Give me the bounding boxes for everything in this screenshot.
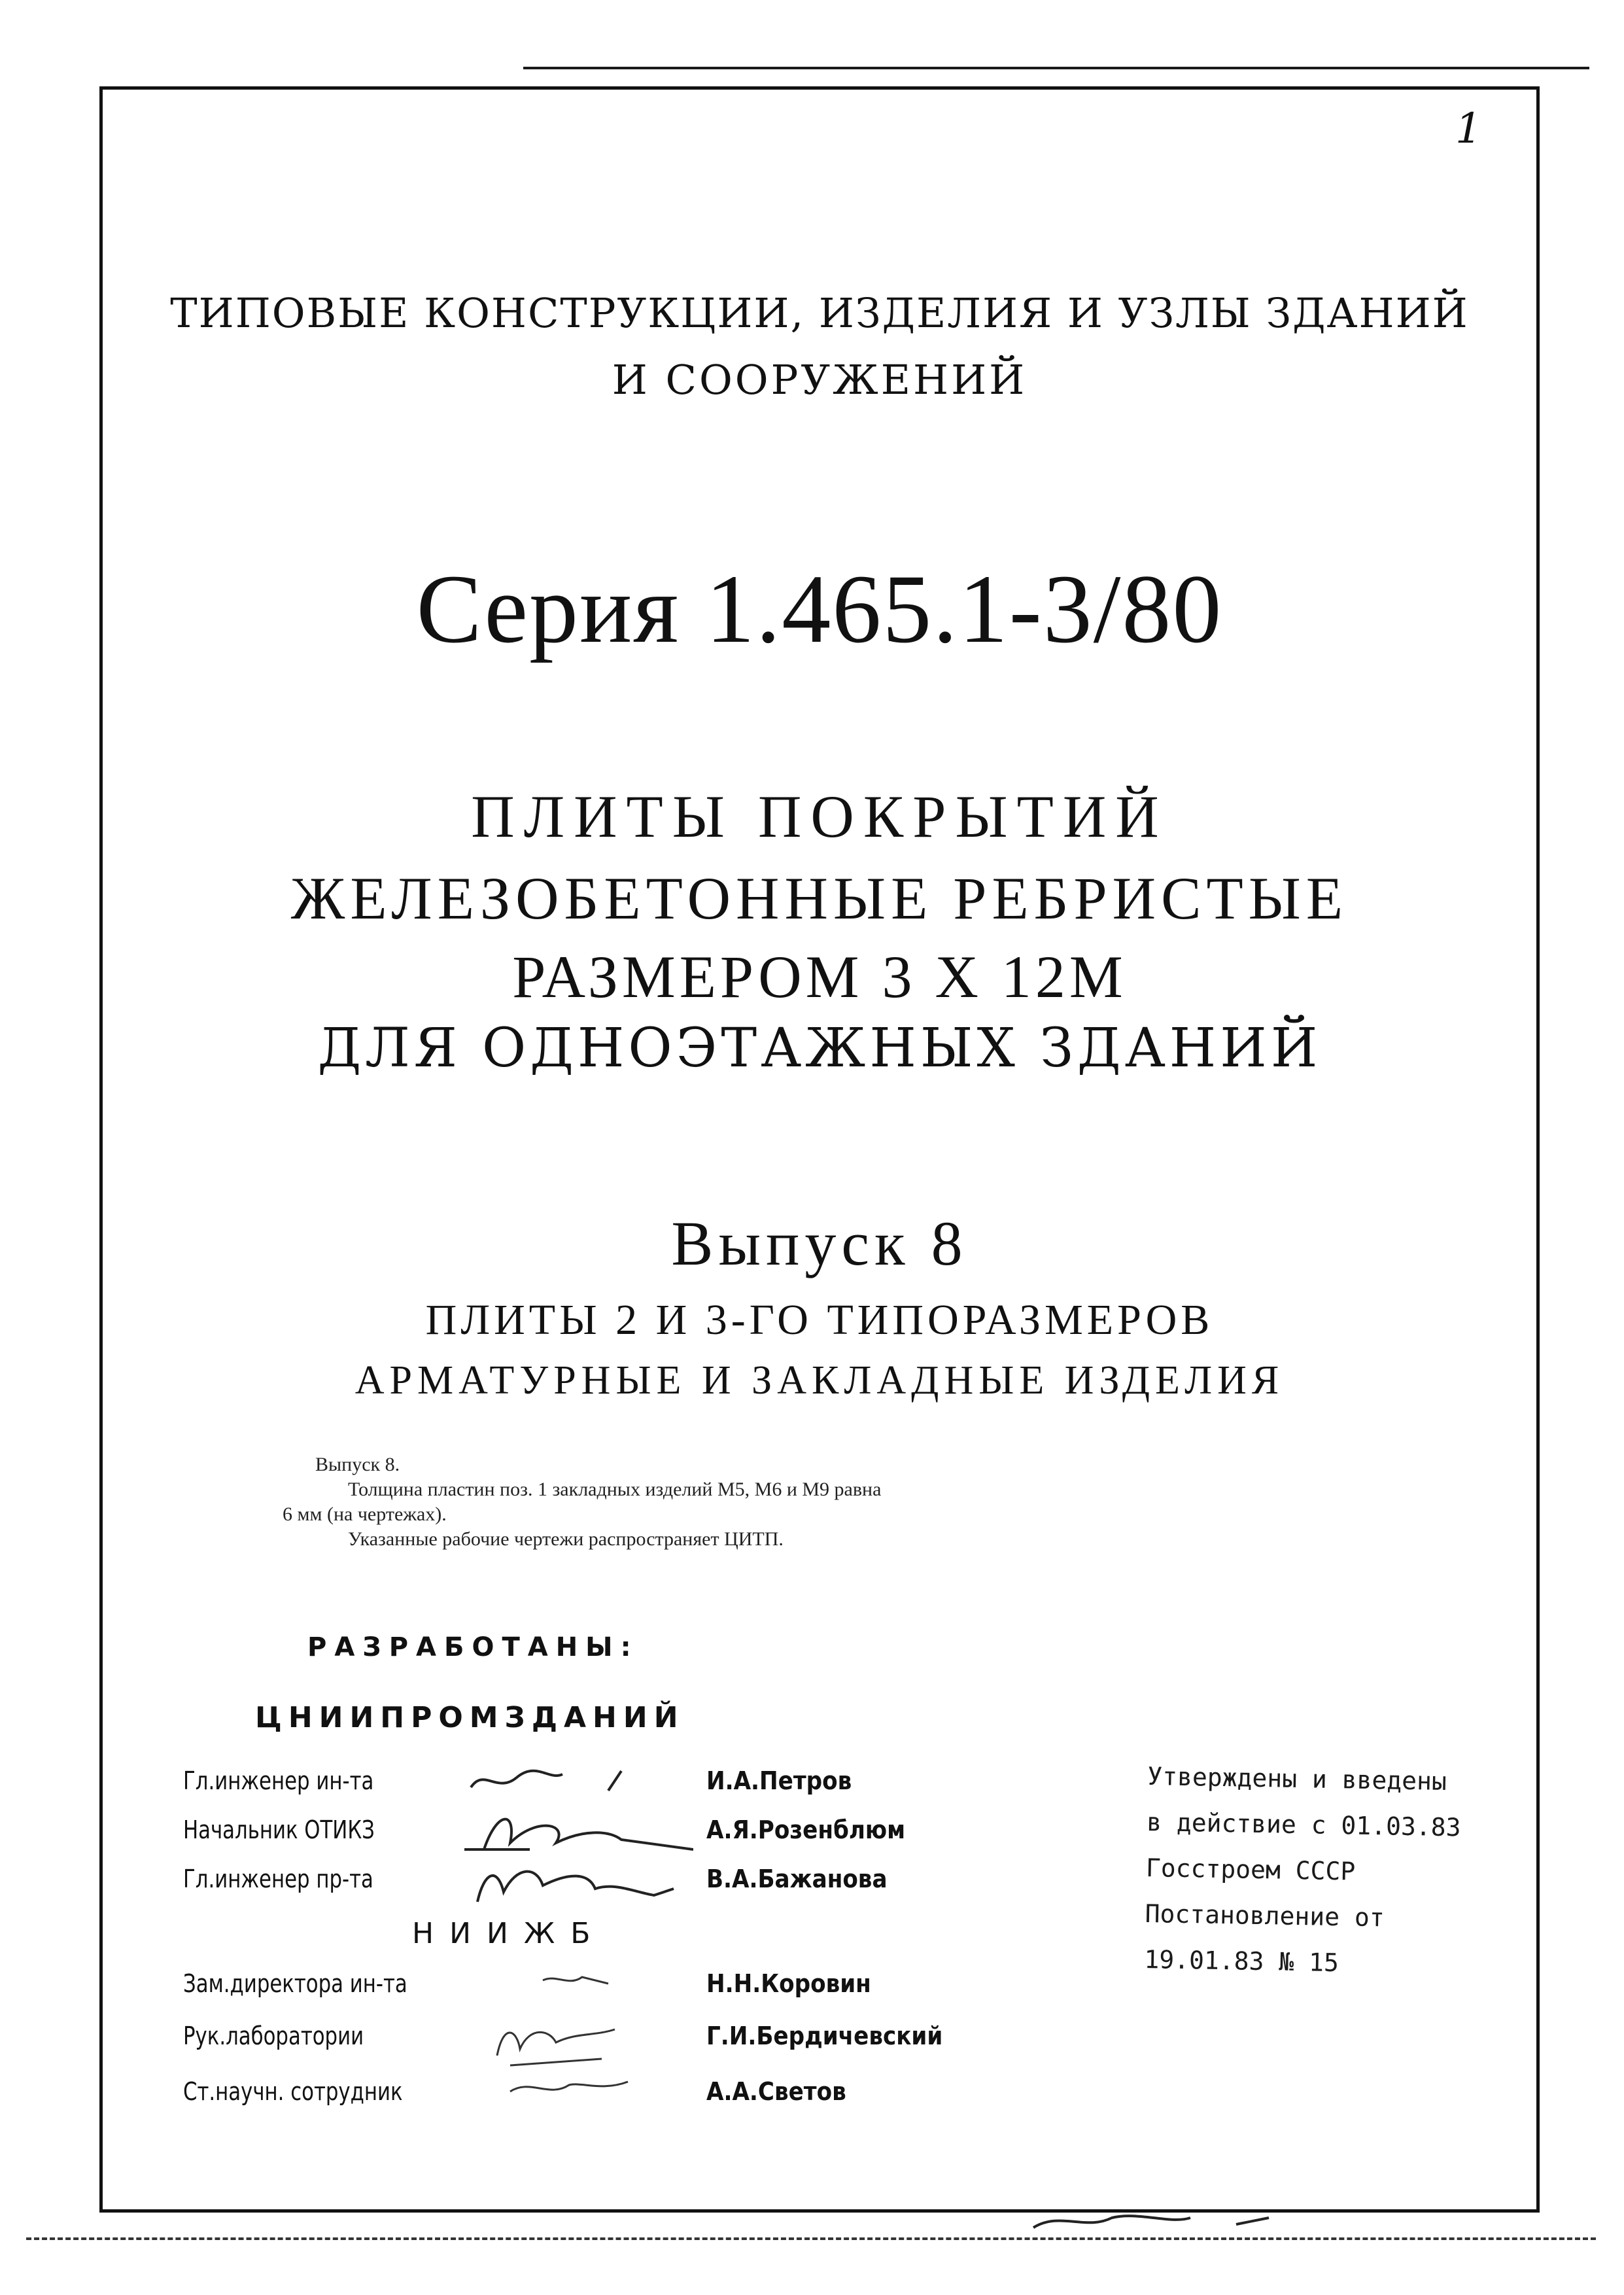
signature-row <box>183 2077 968 2123</box>
approval-line: Постановление от <box>1145 1899 1385 1933</box>
top-rule <box>523 67 1589 69</box>
collection-title-line-1: ТИПОВЫЕ КОНСТРУКЦИИ, ИЗДЕЛИЯ И УЗЛЫ ЗДАНИЙ <box>170 289 1469 337</box>
document-title-line-1: ПЛИТЫ ПОКРЫТИЙ <box>471 783 1168 850</box>
note-line: Указанные рабочие чертежи распространяет ЦИТП. <box>348 1528 784 1550</box>
collection-title-line-2: И СООРУЖЕНИЙ <box>612 356 1028 404</box>
organization-name: ЦНИИПРОМЗДАНИЙ <box>255 1701 685 1734</box>
note-line: Толщина пластин поз. 1 закладных изделий М5, М6 и М9 равна <box>348 1479 882 1500</box>
document-title-line-2: ЖЕЛЕЗОБЕТОННЫЕ РЕБРИСТЫЕ <box>290 865 1349 932</box>
scribble-icon <box>1020 2198 1347 2244</box>
approval-line: в действие с 01.03.83 <box>1146 1807 1461 1842</box>
approval-line: 19.01.83 № 15 <box>1144 1944 1339 1978</box>
staff-name: Г.И.Бердичевский <box>706 2022 943 2050</box>
organization-name: НИИЖБ <box>412 1917 606 1950</box>
series-label: Серия 1.465.1-3/80 <box>416 555 1223 663</box>
note-line: Выпуск 8. <box>315 1454 400 1475</box>
approval-line: Госстроем СССР <box>1145 1853 1356 1886</box>
sheet-number: 1 <box>1455 105 1482 153</box>
staff-name: В.А.Бажанова <box>706 1865 888 1893</box>
approval-stamp <box>1144 1753 1540 1989</box>
signature-icon <box>458 2065 667 2111</box>
staff-role: Начальник ОТИКЗ <box>183 1815 375 1844</box>
staff-role: Гл.инженер пр-та <box>183 1865 373 1893</box>
issue-note <box>283 1452 1342 1552</box>
issue-subtitle-line-2: АРМАТУРНЫЕ И ЗАКЛАДНЫЕ ИЗДЕЛИЯ <box>354 1358 1285 1403</box>
document-title-line-4: ДЛЯ ОДНОЭТАЖНЫХ ЗДАНИЙ <box>317 1017 1322 1079</box>
developed-by-heading: РАЗРАБОТАНЫ: <box>307 1632 639 1662</box>
signature-row <box>183 2022 968 2067</box>
staff-role: Зам.директора ин-та <box>183 1969 407 1998</box>
staff-name: И.А.Петров <box>706 1766 852 1795</box>
staff-name: А.Я.Розенблюм <box>706 1815 906 1844</box>
signature-icon <box>458 1853 693 1912</box>
document-title-line-3: РАЗМЕРОМ 3 X 12М <box>512 943 1127 1010</box>
signature-icon <box>458 1755 667 1807</box>
staff-role: Ст.научн. сотрудник <box>183 2077 403 2106</box>
note-line: 6 мм (на чертежах). <box>283 1503 447 1525</box>
staff-role: Гл.инженер ин-та <box>183 1766 374 1795</box>
signature-row <box>183 1865 968 1910</box>
issue-subtitle-line-1: ПЛИТЫ 2 И 3-ГО ТИПОРАЗМЕРОВ <box>425 1296 1214 1344</box>
approval-line: Утверждены и введены <box>1147 1761 1447 1796</box>
staff-name: А.А.Светов <box>706 2077 846 2106</box>
bottom-rule <box>26 2237 1596 2240</box>
signature-icon <box>458 1957 667 2003</box>
staff-role: Рук.лаборатории <box>183 2022 364 2050</box>
signature-row <box>183 1969 968 2015</box>
staff-name: Н.Н.Коровин <box>706 1969 871 1998</box>
issue-label: Выпуск 8 <box>671 1208 968 1278</box>
